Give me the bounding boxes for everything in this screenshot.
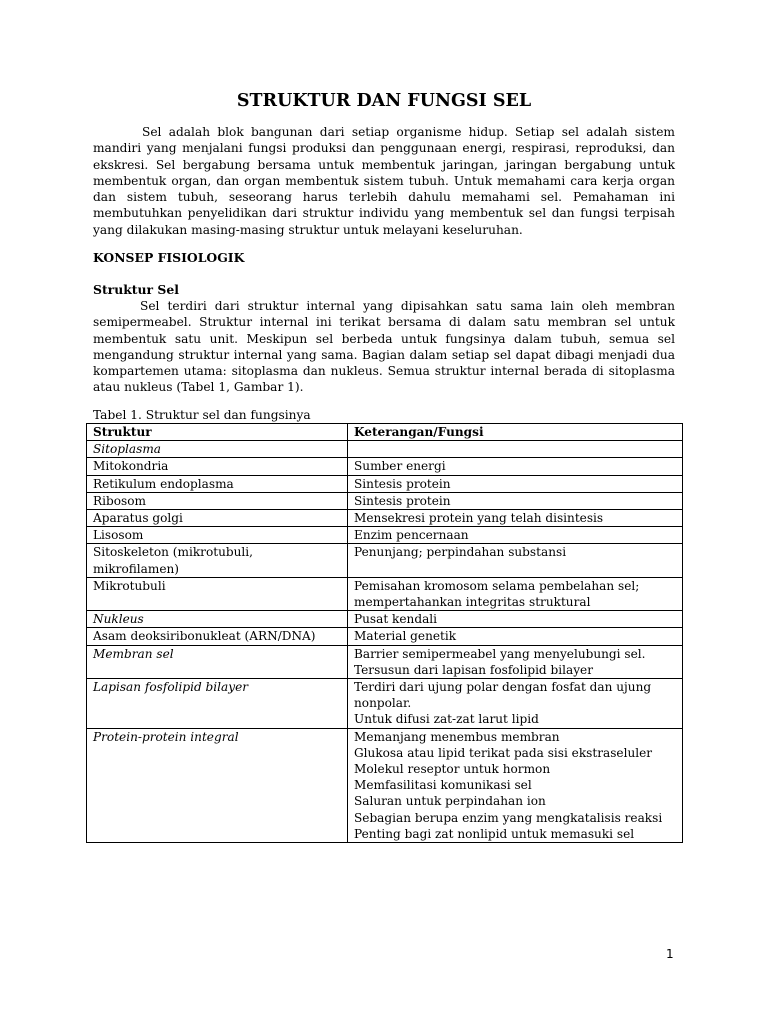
cell-structure-table [86, 423, 683, 843]
function-cell [348, 441, 683, 458]
function-line: Saluran untuk perpindahan ion [354, 794, 546, 809]
table-row [87, 527, 683, 544]
table-row [87, 441, 683, 458]
function-line: Glukosa atau lipid terikat pada sisi ekstraseluler [354, 745, 653, 760]
page-number: 1 [666, 947, 674, 961]
table-row [87, 492, 683, 509]
table-body [87, 441, 683, 843]
structure-cell: Mikrotubuli [87, 577, 348, 610]
header-function: Keterangan/Fungsi [348, 424, 683, 441]
function-line: Material genetik [354, 629, 457, 644]
function-line: Penunjang; perpindahan substansi [354, 545, 567, 560]
function-cell [348, 527, 683, 544]
table-row [87, 611, 683, 628]
function-cell [348, 510, 683, 527]
function-cell [348, 544, 683, 577]
table-row [87, 475, 683, 492]
structure-cell: Protein-protein integral [87, 728, 348, 842]
header-structure: Struktur [87, 424, 348, 441]
table-row [87, 679, 683, 729]
structure-cell: Lapisan fosfolipid bilayer [87, 679, 348, 729]
function-cell [348, 628, 683, 645]
structure-cell: Membran sel [87, 645, 348, 678]
function-cell [348, 645, 683, 678]
structure-cell: Asam deoksiribonukleat (ARN/DNA) [87, 628, 348, 645]
function-line: Barrier semipermeabel yang menyelubungi sel. Tersusun dari lapisan fosfolipid bilayer [354, 646, 646, 677]
function-cell [348, 492, 683, 509]
function-cell [348, 611, 683, 628]
function-cell [348, 475, 683, 492]
function-line [354, 441, 676, 457]
table-row [87, 728, 683, 842]
subsection-heading: Struktur Sel [93, 282, 179, 297]
table-caption: Tabel 1. Struktur sel dan fungsinya [93, 408, 311, 422]
structure-cell: Lisosom [87, 527, 348, 544]
structure-cell: Ribosom [87, 492, 348, 509]
function-line: Pusat kendali [354, 612, 438, 627]
structure-cell: Nukleus [87, 611, 348, 628]
table-row [87, 577, 683, 610]
function-line: Terdiri dari ujung polar dengan fosfat dan ujung nonpolar. [354, 680, 652, 711]
structure-cell: Retikulum endoplasma [87, 475, 348, 492]
table-row [87, 628, 683, 645]
function-line: Sebagian berupa enzim yang mengkatalisis reaksi [354, 810, 663, 825]
section-heading: KONSEP FISIOLOGIK [93, 250, 245, 265]
function-line: Penting bagi zat nonlipid untuk memasuki sel [354, 826, 635, 841]
function-cell [348, 728, 683, 842]
structure-paragraph: Sel terdiri dari struktur internal yang dipisahkan satu sama lain oleh membran semipermeabel. Struktur internal ini terikat bersama di dalam satu membran sel untuk membentuk satu unit. Meskipun sel berbeda untuk fungsinya dalam tubuh, semua sel mengandung struktur internal yang sama. Bagian dalam setiap sel dapat dibagi menjadi dua kompartemen utama: sitoplasma dan nukleus. Semua struktur internal berada di sitoplasma atau nukleus (Tabel 1, Gambar 1). [93, 299, 675, 395]
table-row [87, 645, 683, 678]
function-line: Sumber energi [354, 459, 446, 474]
intro-paragraph: Sel adalah blok bangunan dari setiap organisme hidup. Setiap sel adalah sistem mandiri yang menjalani fungsi produksi dan penggunaan energi, respirasi, reproduksi, dan ekskresi. Sel bergabung bersama untuk membentuk jaringan, jaringan bergabung untuk membentuk organ, dan organ membentuk sistem tubuh. Untuk memahami cara kerja organ dan sistem tubuh, seseorang harus terlebih dahulu memahami sel. Pemahaman ini membutuhkan penyelidikan dari struktur individu yang membentuk sel dan fungsi terpisah yang dilakukan masing-masing struktur untuk melayani keseluruhan. [93, 125, 675, 237]
table-row [87, 544, 683, 577]
structure-cell: Sitoplasma [87, 441, 348, 458]
function-line: Pemisahan kromosom selama pembelahan sel; mempertahankan integritas struktural [354, 578, 640, 610]
function-line: Memanjang menembus membran [354, 729, 560, 744]
function-line: Enzim pencernaan [354, 528, 469, 543]
table-row [87, 458, 683, 475]
function-line: Sintesis protein [354, 476, 451, 491]
function-line: Molekul reseptor untuk hormon [354, 762, 551, 777]
structure-cell: Sitoskeleton (mikrotubuli, mikrofilamen) [87, 544, 348, 577]
structure-cell: Aparatus golgi [87, 510, 348, 527]
function-line: Memfasilitasi komunikasi sel [354, 778, 532, 793]
table-row [87, 510, 683, 527]
table-header-row [87, 424, 683, 441]
function-cell [348, 577, 683, 610]
function-cell [348, 679, 683, 729]
function-line: Sintesis protein [354, 493, 451, 508]
function-line: Untuk difusi zat-zat larut lipid [354, 712, 539, 727]
function-cell [348, 458, 683, 475]
structure-cell: Mitokondria [87, 458, 348, 475]
document-title: STRUKTUR DAN FUNGSI SEL [236, 91, 532, 111]
function-line: Mensekresi protein yang telah disintesis [354, 511, 604, 526]
